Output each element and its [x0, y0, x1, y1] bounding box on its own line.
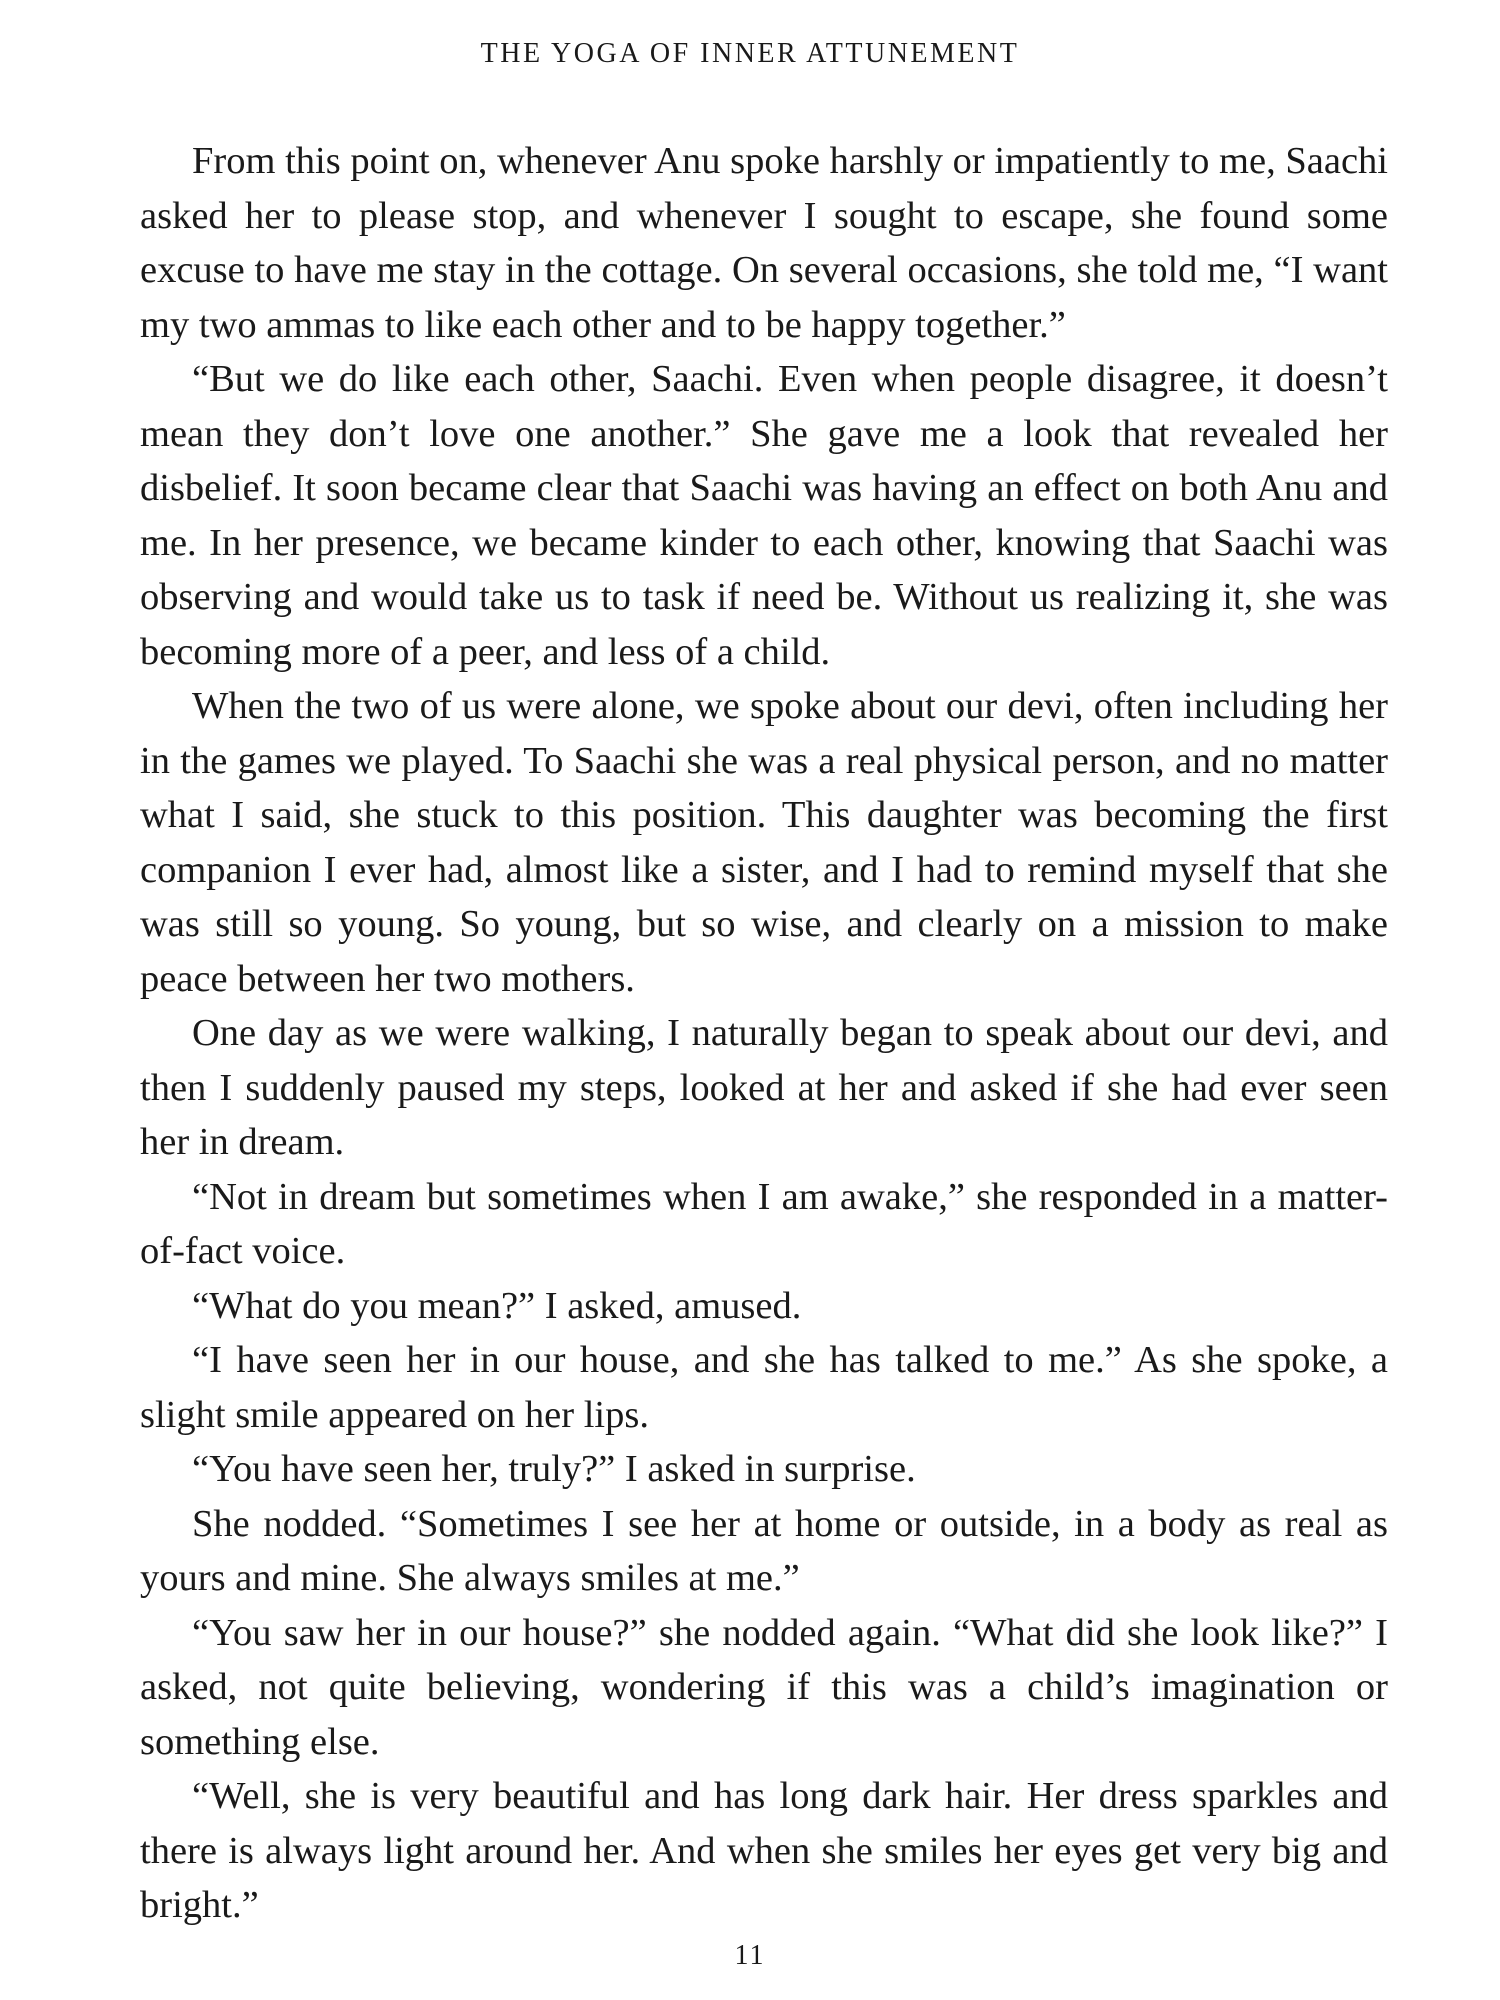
- paragraph: “You saw her in our house?” she nodded again. “What did she look like?” I asked, not quite believing, wondering if this was a child’s imagination or something else.: [140, 1611, 1388, 1763]
- paragraph: “Well, she is very beautiful and has long dark hair. Her dress sparkles and there is always light around her. And when she smiles her eyes get very big and bright.”: [140, 1775, 1388, 1926]
- running-head: THE YOGA OF INNER ATTUNEMENT: [480, 38, 1020, 69]
- paragraph: “But we do like each other, Saachi. Even when people disagree, it doesn’t mean they don’t love one another.” She gave me a look that revealed her disbelief. It soon became clear that Saachi was having an effect on both Anu and me. In her presence, we became kinder to each other, knowing that Saachi was observing and would take us to task if need be. Without us realizing it, she was becoming more of a peer, and less of a child.: [140, 358, 1388, 673]
- body-text: [140, 134, 1388, 1933]
- paragraph: “I have seen her in our house, and she has talked to me.” As she spoke, a slight smile appeared on her lips.: [140, 1339, 1388, 1436]
- paragraph: She nodded. “Sometimes I see her at home or outside, in a body as real as yours and mine. She always smiles at me.”: [140, 1502, 1388, 1599]
- paragraph: From this point on, whenever Anu spoke harshly or impatiently to me, Saachi asked her to please stop, and whenever I sought to escape, she found some excuse to have me stay in the cottage. On several occasions, she told me, “I want my two ammas to like each other and to be happy together.”: [140, 140, 1388, 346]
- paragraph: When the two of us were alone, we spoke about our devi, often including her in the games we played. To Saachi she was a real physical person, and no matter what I said, she stuck to this position. This daughter was becoming the first companion I ever had, almost like a sister, and I had to remind myself that she was still so young. So young, but so wise, and clearly on a mission to make peace between her two mothers.: [140, 685, 1388, 1000]
- paragraph: “You have seen her, truly?” I asked in surprise.: [192, 1448, 916, 1490]
- paragraph: “Not in dream but sometimes when I am awake,” she responded in a matter-of-fact voice.: [140, 1175, 1388, 1272]
- paragraph: “What do you mean?” I asked, amused.: [192, 1284, 802, 1327]
- page-number: 11: [734, 1940, 766, 1971]
- paragraph: One day as we were walking, I naturally began to speak about our devi, and then I suddenly paused my steps, looked at her and asked if she had ever seen her in dream.: [140, 1012, 1388, 1163]
